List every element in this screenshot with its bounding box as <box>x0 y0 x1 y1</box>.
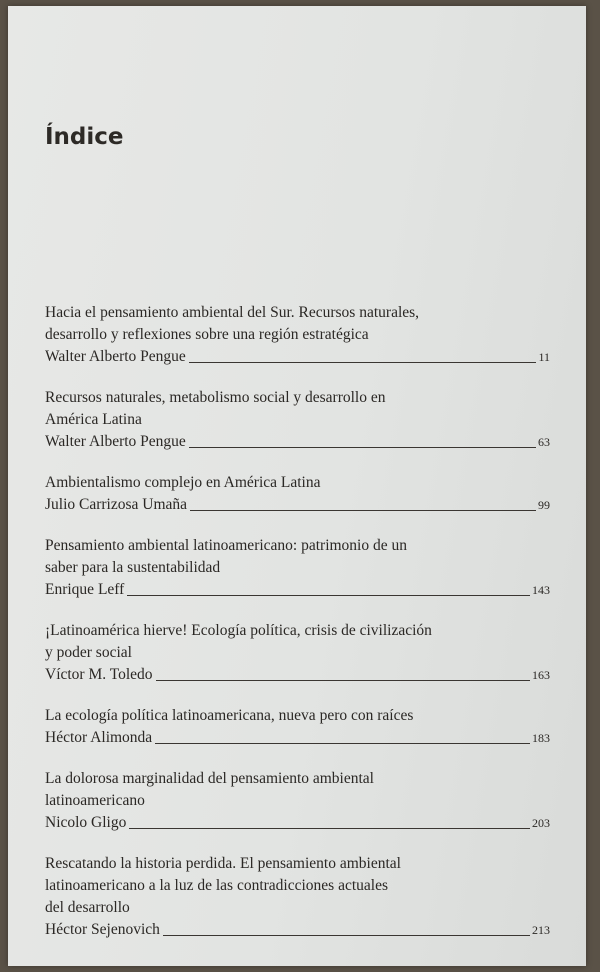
entry-author-row <box>45 431 550 453</box>
dot-leader <box>189 447 536 448</box>
entry-title-line: saber para la sustentabilidad <box>45 559 221 576</box>
entry-title-line: Hacia el pensamiento ambiental del Sur. Recursos naturales, <box>45 304 420 321</box>
book-page <box>8 6 586 966</box>
entry-author: Enrique Leff <box>45 581 125 598</box>
entry-author: Héctor Alimonda <box>45 729 153 746</box>
entry-page-number: 213 <box>532 923 550 937</box>
entry-title-line: Rescatando la historia perdida. El pensamiento ambiental <box>45 855 401 872</box>
entry-author-row <box>45 494 550 516</box>
entry-page-number: 203 <box>532 816 550 830</box>
entry-page-number: 183 <box>532 731 550 745</box>
entry-author-row <box>45 664 550 686</box>
toc-entry <box>45 302 550 368</box>
entry-title-line: desarrollo y reflexiones sobre una región estratégica <box>45 326 369 343</box>
toc-entry <box>45 620 550 686</box>
entry-title-line: ¡Latinoamérica hierve! Ecología política, crisis de civilización <box>45 622 432 639</box>
toc-entry <box>45 387 550 453</box>
toc-entry <box>45 535 550 601</box>
toc-entry <box>45 472 550 516</box>
entry-title-line: latinoamericano <box>45 792 145 809</box>
entry-page-number: 163 <box>532 668 550 682</box>
entry-author: Walter Alberto Pengue <box>45 433 186 450</box>
entry-title-line: y poder social <box>45 644 132 661</box>
index-heading: Índice <box>45 124 124 150</box>
entry-author-row <box>45 346 550 368</box>
entry-author-row <box>45 919 550 941</box>
table-of-contents <box>45 302 550 960</box>
entry-title-line: La ecología política latinoamericana, nueva pero con raíces <box>45 707 414 724</box>
entry-page-number: 99 <box>538 498 550 512</box>
entry-author: Héctor Sejenovich <box>45 921 160 938</box>
dot-leader <box>163 935 530 936</box>
entry-author-row <box>45 812 550 834</box>
dot-leader <box>127 595 530 596</box>
dot-leader <box>156 680 530 681</box>
entry-title-line: del desarrollo <box>45 899 130 916</box>
dot-leader <box>190 510 536 511</box>
entry-author: Nicolo Gligo <box>45 814 127 831</box>
entry-title-line: América Latina <box>45 411 142 428</box>
toc-entry <box>45 768 550 834</box>
entry-title-line: Recursos naturales, metabolismo social y desarrollo en <box>45 389 386 406</box>
toc-entry <box>45 705 550 749</box>
entry-page-number: 11 <box>538 350 550 364</box>
dot-leader <box>129 828 530 829</box>
entry-author-row <box>45 727 550 749</box>
entry-author-row <box>45 579 550 601</box>
entry-title-line: Ambientalismo complejo en América Latina <box>45 474 321 491</box>
entry-author: Walter Alberto Pengue <box>45 348 186 365</box>
entry-title-line: latinoamericano a la luz de las contradicciones actuales <box>45 877 388 894</box>
entry-page-number: 143 <box>532 583 550 597</box>
toc-entry <box>45 853 550 941</box>
entry-author: Víctor M. Toledo <box>45 666 153 683</box>
entry-title-line: La dolorosa marginalidad del pensamiento ambiental <box>45 770 374 787</box>
dot-leader <box>155 743 530 744</box>
dot-leader <box>189 362 537 363</box>
entry-title-line: Pensamiento ambiental latinoamericano: patrimonio de un <box>45 537 407 554</box>
entry-page-number: 63 <box>538 435 550 449</box>
entry-author: Julio Carrizosa Umaña <box>45 496 188 513</box>
